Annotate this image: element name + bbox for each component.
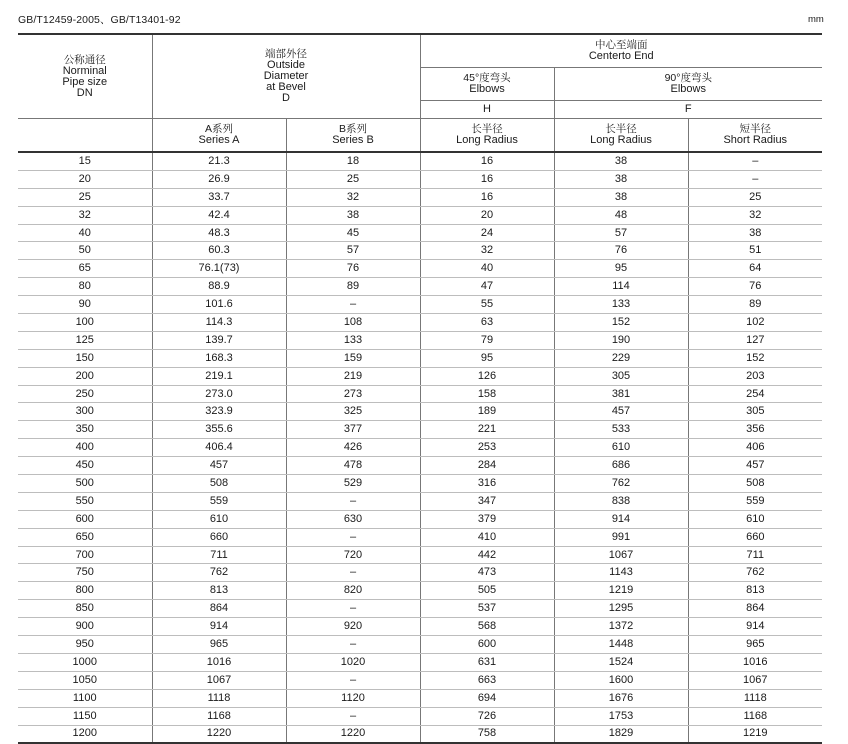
cell-f-short-radius: 25 [688, 188, 822, 206]
cell-dn: 150 [18, 349, 152, 367]
cell-dn: 400 [18, 439, 152, 457]
cell-f-long-radius: 190 [554, 331, 688, 349]
cell-od-series-b: – [286, 636, 420, 654]
cell-od-series-b: 630 [286, 510, 420, 528]
cell-od-series-b: 720 [286, 546, 420, 564]
cell-f-long-radius: 76 [554, 242, 688, 260]
cell-od-series-a: 48.3 [152, 224, 286, 242]
cell-f-long-radius: 38 [554, 152, 688, 170]
cell-od-series-a: 42.4 [152, 206, 286, 224]
cell-f-short-radius: 914 [688, 618, 822, 636]
cell-h-long-radius: 221 [420, 421, 554, 439]
cell-f-long-radius: 1600 [554, 671, 688, 689]
cell-od-series-a: 21.3 [152, 152, 286, 170]
cell-dn: 50 [18, 242, 152, 260]
od-en2-label: Diameter [263, 70, 309, 82]
sr90-cn-label: 短半径 [739, 123, 772, 135]
cell-f-long-radius: 457 [554, 403, 688, 421]
table-row [18, 528, 822, 546]
cell-f-long-radius: 838 [554, 492, 688, 510]
lr90-en-label: Long Radius [590, 134, 652, 146]
cell-f-short-radius: 51 [688, 242, 822, 260]
cell-od-series-a: 457 [152, 457, 286, 475]
cell-f-short-radius: 508 [688, 475, 822, 493]
cell-f-short-radius: 762 [688, 564, 822, 582]
center-to-end-header [420, 34, 822, 68]
cell-od-series-b: 920 [286, 618, 420, 636]
cell-f-long-radius: 57 [554, 224, 688, 242]
cell-h-long-radius: 24 [420, 224, 554, 242]
cell-dn: 80 [18, 278, 152, 296]
cell-od-series-a: 406.4 [152, 439, 286, 457]
cell-od-series-b: 108 [286, 314, 420, 332]
cell-f-short-radius: 559 [688, 492, 822, 510]
cell-dn: 1150 [18, 707, 152, 725]
cell-od-series-b: 529 [286, 475, 420, 493]
cell-dn: 650 [18, 528, 152, 546]
cell-od-series-a: 273.0 [152, 385, 286, 403]
cell-h-long-radius: 379 [420, 510, 554, 528]
center-cn-label: 中心至端面 [595, 39, 648, 51]
cell-od-series-a: 1067 [152, 671, 286, 689]
cell-f-long-radius: 38 [554, 170, 688, 188]
table-row [18, 314, 822, 332]
cell-f-long-radius: 1067 [554, 546, 688, 564]
cell-f-long-radius: 381 [554, 385, 688, 403]
nominal-cn-label: 公称通径 [63, 53, 106, 66]
standard-reference: GB/T12459-2005、GB/T13401-92 [18, 14, 181, 26]
cell-f-short-radius: 127 [688, 331, 822, 349]
cell-f-short-radius: 711 [688, 546, 822, 564]
cell-f-short-radius: 38 [688, 224, 822, 242]
long-radius-90-header [554, 119, 688, 153]
cell-h-long-radius: 758 [420, 725, 554, 743]
table-body [18, 152, 822, 743]
cell-f-short-radius: 864 [688, 600, 822, 618]
cell-od-series-a: 610 [152, 510, 286, 528]
cell-f-short-radius: 610 [688, 510, 822, 528]
table-row [18, 636, 822, 654]
cell-od-series-a: 139.7 [152, 331, 286, 349]
table-row [18, 296, 822, 314]
cell-f-long-radius: 152 [554, 314, 688, 332]
cell-f-long-radius: 48 [554, 206, 688, 224]
cell-f-short-radius: 1168 [688, 707, 822, 725]
cell-h-long-radius: 537 [420, 600, 554, 618]
cell-h-long-radius: 473 [420, 564, 554, 582]
cell-f-long-radius: 305 [554, 367, 688, 385]
cell-od-series-b: 1120 [286, 689, 420, 707]
series-a-cn-label: A系列 [204, 123, 233, 135]
cell-h-long-radius: 663 [420, 671, 554, 689]
series-b-cn-label: B系列 [338, 123, 367, 135]
cell-dn: 90 [18, 296, 152, 314]
cell-od-series-b: 25 [286, 170, 420, 188]
cell-od-series-a: 508 [152, 475, 286, 493]
table-row [18, 707, 822, 725]
cell-dn: 550 [18, 492, 152, 510]
table-row [18, 188, 822, 206]
cell-od-series-b: 1020 [286, 653, 420, 671]
cell-f-long-radius: 1295 [554, 600, 688, 618]
cell-f-short-radius: 660 [688, 528, 822, 546]
cell-od-series-a: 864 [152, 600, 286, 618]
cell-od-series-a: 762 [152, 564, 286, 582]
cell-h-long-radius: 16 [420, 188, 554, 206]
table-row [18, 242, 822, 260]
elbow-90-symbol: F [554, 101, 822, 119]
table-row [18, 367, 822, 385]
cell-h-long-radius: 316 [420, 475, 554, 493]
cell-od-series-b: 820 [286, 582, 420, 600]
cell-h-long-radius: 55 [420, 296, 554, 314]
nominal-en2-label: Pipe size [62, 75, 108, 88]
table-row [18, 385, 822, 403]
cell-f-short-radius: 457 [688, 457, 822, 475]
table-header [18, 34, 822, 152]
cell-h-long-radius: 32 [420, 242, 554, 260]
cell-od-series-a: 323.9 [152, 403, 286, 421]
table-row [18, 725, 822, 743]
table-row [18, 457, 822, 475]
cell-od-series-b: – [286, 671, 420, 689]
lr45-en-label: Long Radius [456, 134, 518, 146]
cell-h-long-radius: 694 [420, 689, 554, 707]
cell-od-series-a: 101.6 [152, 296, 286, 314]
cell-h-long-radius: 95 [420, 349, 554, 367]
cell-od-series-b: 478 [286, 457, 420, 475]
cell-f-long-radius: 533 [554, 421, 688, 439]
cell-od-series-a: 813 [152, 582, 286, 600]
cell-dn: 65 [18, 260, 152, 278]
table-row [18, 671, 822, 689]
cell-h-long-radius: 63 [420, 314, 554, 332]
cell-dn: 300 [18, 403, 152, 421]
cell-h-long-radius: 253 [420, 439, 554, 457]
cell-dn: 40 [18, 224, 152, 242]
elbow90-cn-label: 90°度弯头 [664, 72, 712, 84]
nominal-en1-label: Norminal [62, 64, 107, 77]
cell-f-long-radius: 133 [554, 296, 688, 314]
cell-dn: 1000 [18, 653, 152, 671]
cell-h-long-radius: 631 [420, 653, 554, 671]
cell-od-series-a: 711 [152, 546, 286, 564]
nominal-size-header [18, 34, 152, 119]
cell-h-long-radius: 189 [420, 403, 554, 421]
table-row [18, 510, 822, 528]
series-a-header [152, 119, 286, 153]
cell-f-short-radius: 1219 [688, 725, 822, 743]
cell-f-long-radius: 1219 [554, 582, 688, 600]
cell-dn: 800 [18, 582, 152, 600]
cell-f-short-radius: – [688, 170, 822, 188]
lr45-cn-label: 长半径 [471, 123, 503, 135]
cell-f-long-radius: 38 [554, 188, 688, 206]
cell-od-series-a: 355.6 [152, 421, 286, 439]
cell-od-series-b: 377 [286, 421, 420, 439]
cell-dn: 750 [18, 564, 152, 582]
cell-f-long-radius: 229 [554, 349, 688, 367]
table-row [18, 600, 822, 618]
table-row [18, 349, 822, 367]
short-radius-90-header [688, 119, 822, 153]
cell-f-long-radius: 1829 [554, 725, 688, 743]
od-en3-label: at Bevel [266, 81, 306, 93]
cell-od-series-b: – [286, 492, 420, 510]
cell-dn: 200 [18, 367, 152, 385]
nominal-spacer [18, 119, 152, 153]
cell-f-short-radius: 64 [688, 260, 822, 278]
cell-f-short-radius: 1067 [688, 671, 822, 689]
cell-h-long-radius: 79 [420, 331, 554, 349]
table-row [18, 439, 822, 457]
cell-od-series-a: 559 [152, 492, 286, 510]
cell-f-short-radius: 1118 [688, 689, 822, 707]
table-row [18, 278, 822, 296]
elbow45-en-label: Elbows [469, 83, 505, 95]
table-row [18, 260, 822, 278]
cell-od-series-b: 38 [286, 206, 420, 224]
cell-f-short-radius: 813 [688, 582, 822, 600]
cell-f-long-radius: 1448 [554, 636, 688, 654]
series-a-en-label: Series A [198, 134, 240, 146]
cell-h-long-radius: 126 [420, 367, 554, 385]
cell-dn: 100 [18, 314, 152, 332]
cell-f-short-radius: 152 [688, 349, 822, 367]
cell-od-series-b: 18 [286, 152, 420, 170]
cell-h-long-radius: 442 [420, 546, 554, 564]
cell-dn: 700 [18, 546, 152, 564]
cell-od-series-b: 273 [286, 385, 420, 403]
cell-od-series-b: 76 [286, 260, 420, 278]
table-row [18, 564, 822, 582]
cell-od-series-a: 914 [152, 618, 286, 636]
cell-dn: 32 [18, 206, 152, 224]
cell-h-long-radius: 410 [420, 528, 554, 546]
cell-od-series-b: – [286, 528, 420, 546]
cell-dn: 450 [18, 457, 152, 475]
cell-od-series-a: 26.9 [152, 170, 286, 188]
cell-f-long-radius: 1753 [554, 707, 688, 725]
series-b-en-label: Series B [332, 134, 374, 146]
nominal-symbol-label: DN [76, 86, 93, 99]
cell-dn: 1050 [18, 671, 152, 689]
cell-od-series-b: – [286, 296, 420, 314]
cell-f-short-radius: 203 [688, 367, 822, 385]
cell-od-series-a: 88.9 [152, 278, 286, 296]
cell-od-series-b: – [286, 600, 420, 618]
cell-od-series-a: 965 [152, 636, 286, 654]
cell-f-short-radius: 965 [688, 636, 822, 654]
cell-od-series-b: 219 [286, 367, 420, 385]
cell-f-short-radius: 305 [688, 403, 822, 421]
cell-od-series-a: 219.1 [152, 367, 286, 385]
cell-h-long-radius: 47 [420, 278, 554, 296]
elbow-90-header [554, 68, 822, 101]
cell-dn: 20 [18, 170, 152, 188]
cell-dn: 950 [18, 636, 152, 654]
cell-dn: 250 [18, 385, 152, 403]
cell-dn: 600 [18, 510, 152, 528]
cell-f-short-radius: 406 [688, 439, 822, 457]
cell-od-series-b: 57 [286, 242, 420, 260]
cell-f-long-radius: 1524 [554, 653, 688, 671]
table-row [18, 653, 822, 671]
table-row [18, 224, 822, 242]
elbow-dimensions-table [18, 33, 822, 744]
table-row [18, 689, 822, 707]
cell-od-series-a: 1016 [152, 653, 286, 671]
long-radius-45-header [420, 119, 554, 153]
cell-f-short-radius: 89 [688, 296, 822, 314]
table-row [18, 582, 822, 600]
cell-dn: 500 [18, 475, 152, 493]
cell-od-series-b: – [286, 564, 420, 582]
center-en-label: Centerto End [588, 50, 654, 62]
cell-f-short-radius: 1016 [688, 653, 822, 671]
cell-f-short-radius: 76 [688, 278, 822, 296]
cell-od-series-a: 76.1(73) [152, 260, 286, 278]
cell-od-series-a: 1220 [152, 725, 286, 743]
series-b-header [286, 119, 420, 153]
table-row [18, 421, 822, 439]
cell-f-long-radius: 686 [554, 457, 688, 475]
cell-f-long-radius: 610 [554, 439, 688, 457]
cell-h-long-radius: 347 [420, 492, 554, 510]
cell-h-long-radius: 20 [420, 206, 554, 224]
table-row [18, 546, 822, 564]
cell-h-long-radius: 505 [420, 582, 554, 600]
table-row [18, 475, 822, 493]
cell-od-series-a: 1118 [152, 689, 286, 707]
cell-f-long-radius: 1372 [554, 618, 688, 636]
cell-od-series-a: 168.3 [152, 349, 286, 367]
cell-od-series-a: 660 [152, 528, 286, 546]
cell-od-series-a: 60.3 [152, 242, 286, 260]
table-row [18, 170, 822, 188]
cell-od-series-a: 33.7 [152, 188, 286, 206]
cell-f-long-radius: 95 [554, 260, 688, 278]
cell-h-long-radius: 16 [420, 152, 554, 170]
cell-dn: 1100 [18, 689, 152, 707]
sr90-en-label: Short Radius [723, 134, 788, 146]
cell-f-long-radius: 114 [554, 278, 688, 296]
table-row [18, 206, 822, 224]
od-en1-label: Outside [267, 59, 305, 71]
cell-f-short-radius: 254 [688, 385, 822, 403]
cell-dn: 350 [18, 421, 152, 439]
cell-h-long-radius: 600 [420, 636, 554, 654]
cell-f-long-radius: 914 [554, 510, 688, 528]
cell-h-long-radius: 726 [420, 707, 554, 725]
table-row [18, 618, 822, 636]
cell-od-series-b: 32 [286, 188, 420, 206]
cell-od-series-b: 426 [286, 439, 420, 457]
cell-dn: 1200 [18, 725, 152, 743]
cell-dn: 125 [18, 331, 152, 349]
cell-od-series-b: – [286, 707, 420, 725]
cell-od-series-b: 325 [286, 403, 420, 421]
cell-od-series-b: 1220 [286, 725, 420, 743]
cell-f-long-radius: 991 [554, 528, 688, 546]
cell-h-long-radius: 158 [420, 385, 554, 403]
cell-od-series-b: 159 [286, 349, 420, 367]
cell-h-long-radius: 40 [420, 260, 554, 278]
cell-h-long-radius: 568 [420, 618, 554, 636]
outside-diameter-header [152, 34, 420, 119]
cell-od-series-a: 1168 [152, 707, 286, 725]
cell-dn: 25 [18, 188, 152, 206]
od-cn-label: 端部外径 [265, 48, 307, 60]
unit-label: mm [808, 14, 824, 25]
cell-f-short-radius: 32 [688, 206, 822, 224]
od-symbol-label: D [282, 92, 290, 104]
cell-f-short-radius: 356 [688, 421, 822, 439]
cell-f-short-radius: – [688, 152, 822, 170]
cell-h-long-radius: 284 [420, 457, 554, 475]
cell-f-short-radius: 102 [688, 314, 822, 332]
elbow90-en-label: Elbows [670, 83, 706, 95]
table-row [18, 152, 822, 170]
cell-od-series-b: 133 [286, 331, 420, 349]
table-row [18, 331, 822, 349]
elbow-45-header [420, 68, 554, 101]
cell-h-long-radius: 16 [420, 170, 554, 188]
table-row [18, 403, 822, 421]
cell-dn: 900 [18, 618, 152, 636]
cell-dn: 15 [18, 152, 152, 170]
cell-dn: 850 [18, 600, 152, 618]
cell-od-series-a: 114.3 [152, 314, 286, 332]
cell-f-long-radius: 1143 [554, 564, 688, 582]
cell-od-series-b: 45 [286, 224, 420, 242]
cell-f-long-radius: 762 [554, 475, 688, 493]
lr90-cn-label: 长半径 [605, 123, 637, 135]
cell-f-long-radius: 1676 [554, 689, 688, 707]
cell-od-series-b: 89 [286, 278, 420, 296]
elbow-45-symbol: H [420, 101, 554, 119]
table-row [18, 492, 822, 510]
elbow45-cn-label: 45°度弯头 [463, 72, 511, 84]
